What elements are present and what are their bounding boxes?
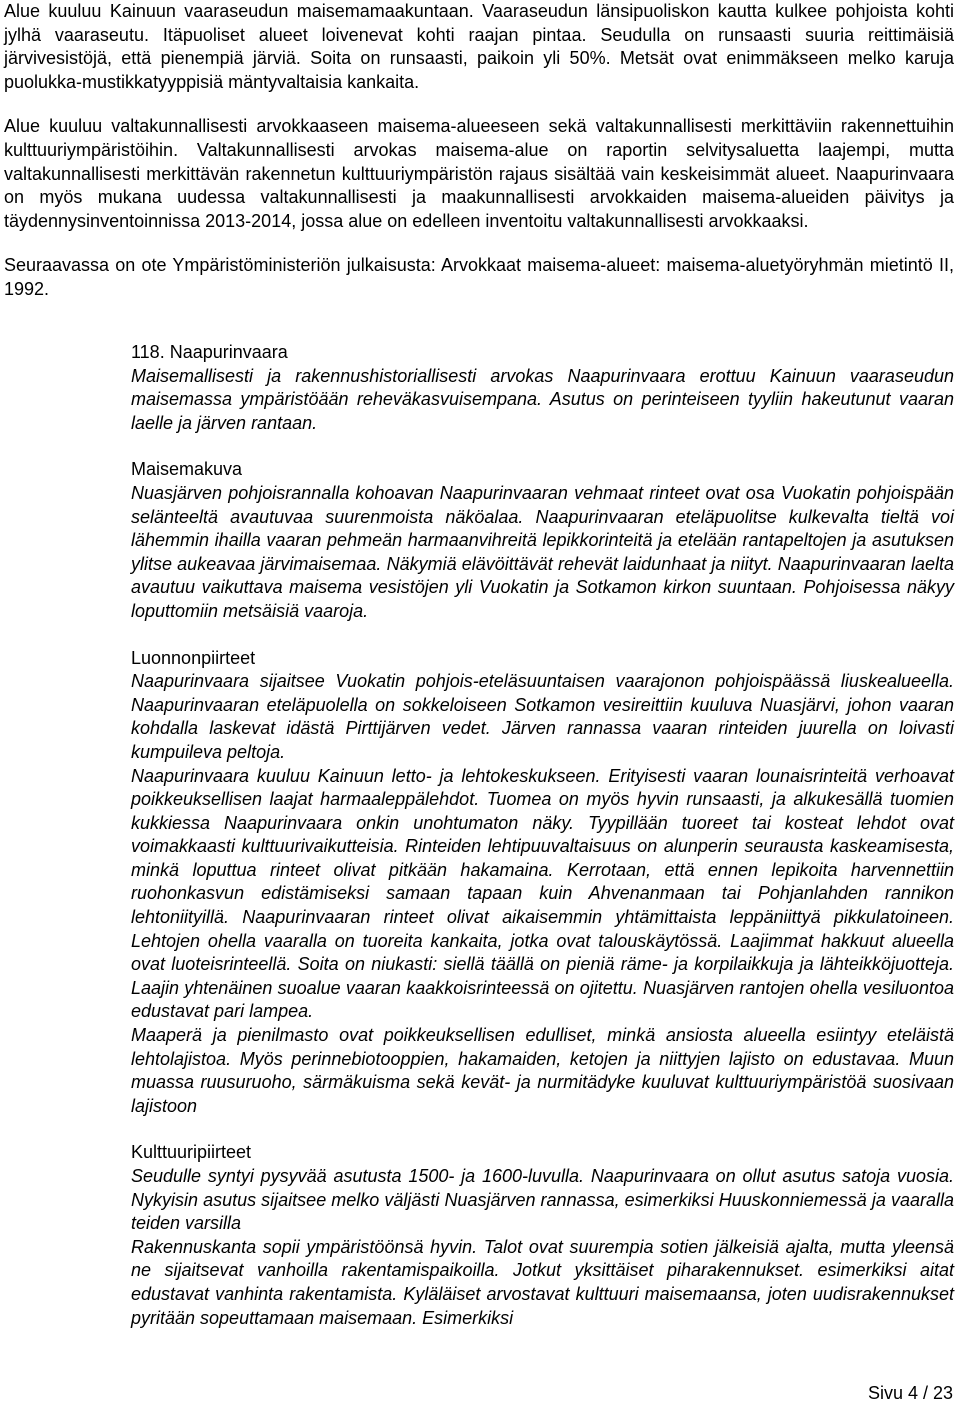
section-paragraph: Seudulle syntyi pysyvää asutusta 1500- ja 1600-luvulla. Naapurinvaara on ollut asutus satoja vuosia. Nykyisin asutus sijaitsee melko väljästi Nuasjärven rannassa, esimerkiksi Huuskonniemessä ja vaaralla teiden varsilla (131, 1166, 954, 1234)
section-paragraph: Rakennuskanta sopii ympäristöönsä hyvin. Talot ovat suurempia sotien jälkeisiä ajalta, mutta yleensä ne sijaitsevat vanhoilla rakentamispaikoilla. Jotkut yksittäiset piharakennukset. esimerkiksi aitat edustavat vanhinta rakentamista. Kyläläiset arvostavat kulttuuri maisemaansa, joten uudisrakennukset pyritään sopeuttamaan maisemaan. Esimerkiksi (131, 1236, 954, 1328)
intro-paragraph-2: Alue kuuluu valtakunnallisesti arvokkaaseen maisema-alueeseen sekä valtakunnallisesti merkittäviin rakennettuihin kulttuuriympäristöihin. Valtakunnallisesti arvokas maisema-alue on raportin selvitysaluetta laajempi, mutta valtakunnallisesti merkittävän rakennetun kulttuuriympäristön rajaus sisältää vain keskeisimmät alueet. Naapurinvaara on myös mukana uudessa valtakunnallisesti ja maakunnallisesti arvokkaiden maisema-alueiden päivitys ja täydennysinventoinnissa 2013-2014, jossa alue on edelleen inventoitu valtakunnallisesti arvokkaaksi. (4, 116, 954, 231)
section-heading-luonnonpiirteet: Luonnonpiirteet (131, 647, 256, 668)
page-number: Sivu 4 / 23 (867, 1383, 953, 1403)
excerpt-lead: Maisemallisesti ja rakennushistoriallisesti arvokas Naapurinvaara erottuu Kainuun vaaraseudun maisemassa ympäristöään reheväkasvuisempana. Asutus on perinteiseen tyyliin hakeutunut vaaran laelle ja järven rantaan. (131, 365, 954, 433)
section-paragraph: Nuasjärven pohjoisrannalla kohoavan Naapurinvaaran vehmaat rinteet ovat osa Vuokatin pohjoispään selänteeltä avautuvaa suurenmoista näköalaa. Naapurinvaaran eteläpuolitse kulkevalta tieltä voi lähemmin ihailla vaaran pehmeän harmaanvihreitä lepikkorinteitä ja etelään rantapeltojen ja asutuksen ylitse aukeavaa järvimaisemaa. Näkymiä elävöittävät rehevät laidunhaat ja niityt. Naapurinvaaran laelta avautuu vaikuttava maisema vesistöjen yli Vuokatin ja Sotkamon kirkon suuntaan. Pohjoisessa näkyy loputtomiin metsäisiä vaaroja. (131, 482, 954, 621)
section-paragraph: Naapurinvaara kuuluu Kainuun letto- ja lehtokeskukseen. Erityisesti vaaran lounaisrinteitä verhoavat poikkeuksellisen laajat harmaaleppälehdot. Tuomea on myös hyvin runsaasti, ja alkukesällä tuomien kukkiessa Naapurinvaara onkin unohtumaton näky. Tyypillään tuoreet tai kosteat lehdot ovat voimakkaasti kulttuurivaikutteisia. Rinteiden lehtipuuvaltaisuus on alunperin seurausta kaskeamisesta, minkä loputtua rinteet olivat pitkään hakamaina. Kerrotaan, että ennen lepikoita harvennettiin ruohonkasvun edistämiseksi samaan tapaan kuin Ahvenanmaan tai Pohjanlahden rannikon lehtoniityillä. Naapurinvaaran rinteet olivat aikaisemmin yhtämittaista leppäniittyä pikkulatoineen. Lehtojen ohella vaaralla on tuoreita kankaita, jotka ovat talouskäytössä. Laajimmat hakkuut alueella ovat luoteisrinteellä. Soita on niukasti: siellä täällä on pieniä räme- ja korpilaikkuja ja lähteikköjuotteja. Laajin yhtenäinen suoalue vaaran kaakkoisrinteessä on ojitettu. Nuasjärven rantojen ohella vesiluontoa edustavat pari lampea. (131, 765, 954, 1022)
intro-paragraph-1: Alue kuuluu Kainuun vaaraseudun maisemamaakuntaan. Vaaraseudun länsipuoliskon kautta kulkee pohjoista kohti jylhä vaaraseutu. Itäpuoliset alueet loivenevat kohti raajan pintaa. Seudulla on runsaasti suuria reittimäisiä järvivesistöjä, että pienempiä järviä. Soita on runsaasti, paikoin yli 50%. Metsät ovat enimmäkseen melko karuja puolukka-mustikkatyyppisiä mäntyvaltaisia kankaita. (4, 1, 954, 92)
quoted-excerpt (131, 341, 954, 1330)
section-heading-kulttuuripiirteet: Kulttuuripiirteet (131, 1142, 252, 1163)
intro-text (4, 0, 954, 302)
section-heading-maisemakuva: Maisemakuva (131, 459, 243, 480)
intro-paragraph-3: Seuraavassa on ote Ympäristöministeriön julkaisusta: Arvokkaat maisema-alueet: maisema-aluetyöryhmän mietintö II, 1992. (4, 255, 954, 299)
excerpt-title: 118. Naapurinvaara (131, 342, 288, 362)
section-paragraph: Naapurinvaara sijaitsee Vuokatin pohjois-eteläsuuntaisen vaarajonon pohjoispäässä liuskealueella. Naapurinvaaran eteläpuolella on sokkeloiseen Sotkamon vesireittiin kuuluva Nuasjärvi, johon vaaran kohdalla laskevat idästä Pirttijärven vedet. Järven rannassa vaaran rinteiden juurella on loivasti kumpuileva peltoja. (131, 671, 954, 762)
section-paragraph: Maaperä ja pienilmasto ovat poikkeuksellisen edulliset, minkä ansiosta alueella esiintyy eteläistä lehtolajistoa. Myös perinnebiotooppien, hakamaiden, ketojen ja niittyjen lajisto on edustavaa. Muun muassa ruusuruoho, särmäkuisma sekä kevät- ja nurmitädyke kuuluvat kulttuuriympäristöä suosivaan lajistoon (131, 1025, 954, 1116)
